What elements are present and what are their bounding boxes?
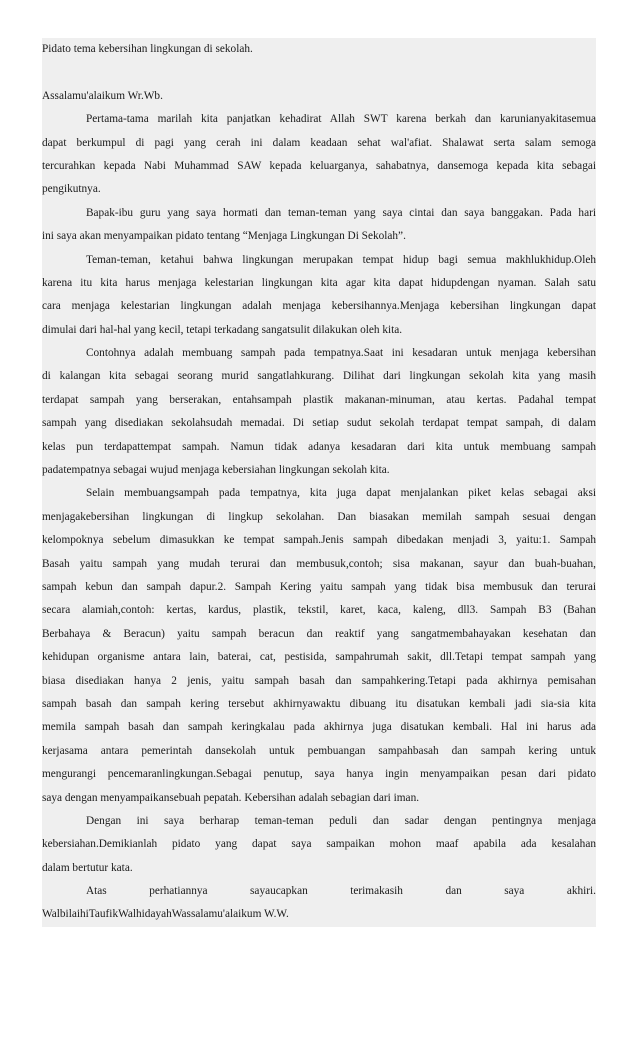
- text-line: karena itu kita harus menjaga kelestarian lingkungan kita agar kita dapat hidupdengan nyaman. Salah satu: [42, 276, 596, 289]
- text-line: dapat berkumpul di pagi yang cerah ini dalam keadaan sehat wal'afiat. Shalawat serta salam semoga: [42, 136, 596, 149]
- text-line: kebersiahan.Demikianlah pidato yang dapat saya sampaikan mohon maaf apabila ada kesalahan: [42, 838, 596, 851]
- text-line: Contohnya adalah membuang sampah pada tempatnya.Saat ini kesadaran untuk menjaga kebersihan: [86, 347, 596, 360]
- text-line: ini saya akan menyampaikan pidato tentang “Menjaga Lingkungan Di Sekolah”.: [42, 230, 406, 243]
- text-line: kehidupan organisme antara lain, baterai, cat, pestisida, sampahrumah sakit, dll.Tetapi tempat sampah yang: [42, 651, 596, 664]
- text-line: memila sampah basah dan sampah keringkalau pada akhirnya juga disatukan kembali. Hal ini harus ada: [42, 721, 596, 734]
- speech-text-block: [42, 38, 596, 927]
- text-line: secara alamiah,contoh: kertas, kardus, plastik, tekstil, karet, kaca, kaleng, dll3. Sampah B3 (Bahan: [42, 604, 596, 617]
- text-line: padatempatnya sebagai wujud menjaga kebersiahan lingkungan sekolah kita.: [42, 464, 390, 477]
- blank-line: [42, 61, 596, 84]
- text-line: Berbahaya & Beracun) yaitu sampah beracun dan reaktif yang sangatmembahayakan kesehatan dan: [42, 627, 596, 640]
- text-line: kelas pun terdapattempat sampah. Namun tidak adanya kesadaran dari kita untuk membuang sampah: [42, 440, 596, 453]
- text-line: Atas perhatiannya sayaucapkan terimakasih dan saya akhiri.: [86, 885, 596, 898]
- text-line: WalbilaihiTaufikWalhidayahWassalamu'alaikum W.W.: [42, 908, 289, 921]
- text-line: dimulai dari hal-hal yang kecil, tetapi terkadang sangatsulit dilakukan oleh kita.: [42, 323, 403, 336]
- text-line: Dengan ini saya berharap teman-teman peduli dan sadar dengan pentingnya menjaga: [86, 814, 596, 827]
- document-title: Pidato tema kebersihan lingkungan di sekolah.: [42, 43, 253, 55]
- text-line: Basah yaitu sampah yang mudah terurai dan membusuk,contoh; sisa makanan, sayur dan buah-buahan,: [42, 557, 596, 570]
- text-line: sampah kebun dan sampah dapur.2. Sampah Kering yaitu sampah yang tidak bisa membusuk dan terurai: [42, 580, 596, 593]
- text-line: Selain membuangsampah pada tempatnya, kita juga dapat menjalankan piket kelas sebagai aksi: [86, 487, 596, 500]
- text-line: mengurangi pencemaranlingkungan.Sebagai penutup, saya hanya ingin menyampaikan pesan dari pidato: [42, 768, 596, 781]
- text-line: di kalangan kita sebagai seorang murid sangatlahkurang. Dilihat dari lingkungan sekolah kita yang masih: [42, 370, 596, 383]
- document-page: [42, 38, 596, 927]
- text-line: kerjasama antara pemerintah dansekolah untuk pembuangan sampahbasah dan sampah kering untuk: [42, 744, 596, 757]
- greeting-line: Assalamu'alaikum Wr.Wb.: [42, 89, 163, 102]
- speech-body: [42, 108, 596, 927]
- text-line: Teman-teman, ketahui bahwa lingkungan merupakan tempat hidup bagi semua makhlukhidup.Oleh: [86, 253, 596, 266]
- text-line: sampah yang disediakan sekolahsudah memadai. Di setiap sudut sekolah terdapat tempat sampah, di dalam: [42, 417, 596, 430]
- text-line: tercurahkan kepada Nabi Muhammad SAW kepada keluarganya, sahabatnya, dansemoga kepada kita sebagai: [42, 159, 596, 172]
- text-line: sampah basah dan sampah kering tersebut akhirnyawaktu dibuang itu disatukan kembali jadi sia-sia kita: [42, 697, 596, 710]
- text-line: saya dengan menyampaikansebuah pepatah. Kebersihan adalah sebagian dari iman.: [42, 791, 420, 804]
- text-line: kelompoknya sebelum dimasukkan ke tempat sampah.Jenis sampah dibedakan menjadi 3, yaitu:1. Sampah: [42, 534, 596, 547]
- text-line: biasa disediakan hanya 2 jenis, yaitu sampah basah dan sampahkering.Tetapi pada akhirnya pemisahan: [42, 674, 596, 687]
- text-line: terdapat sampah yang berserakan, entahsampah plastik makanan-minuman, atau kertas. Padahal tempat: [42, 393, 596, 406]
- text-line: Bapak-ibu guru yang saya hormati dan teman-teman yang saya cintai dan saya banggakan. Pada hari: [86, 206, 596, 219]
- text-line: dalam bertutur kata.: [42, 861, 133, 874]
- text-line: pengikutnya.: [42, 183, 101, 196]
- text-line: Pertama-tama marilah kita panjatkan kehadirat Allah SWT karena berkah dan karunianyakitasemua: [86, 113, 596, 126]
- text-line: cara menjaga kelestarian lingkungan adalah menjaga kebersihannya.Menjaga kebersihan lingkungan dapat: [42, 300, 596, 313]
- text-line: menjagakebersihan lingkungan di lingkup sekolahan. Dan biasakan memilah sampah sesuai dengan: [42, 510, 596, 523]
